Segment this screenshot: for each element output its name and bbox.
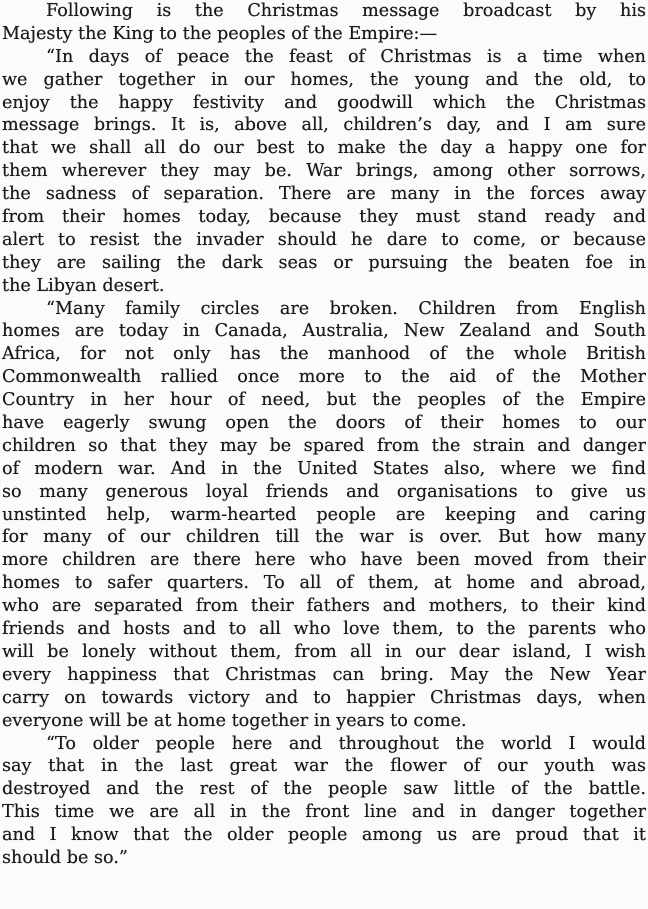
text-line: should be so.” [2, 847, 128, 868]
text-line: every happiness that Christmas can bring. May the New Year [2, 664, 646, 685]
text-line: who are separated from their fathers and mothers, to their kind [2, 596, 646, 617]
text-line: homes are today in Canada, Australia, New Zealand and South [2, 321, 646, 342]
text-line: alert to resist the invader should he dare to come, or because [2, 229, 646, 250]
text-line: will be lonely without them, from all in our dear island, I wish [2, 641, 646, 662]
message-paragraph-2 [2, 298, 646, 733]
text-line: Majesty the King to the peoples of the Empire:— [2, 23, 438, 44]
text-line: everyone will be at home together in years to come. [2, 710, 467, 731]
text-line: they are sailing the dark seas or pursuing the beaten foe in [2, 252, 646, 273]
text-line: This time we are all in the front line and in danger together [2, 802, 646, 823]
text-line: of modern war. And in the United States also, where we find [2, 458, 646, 479]
text-line: for many of our children till the war is over. But how many [2, 527, 646, 548]
text-line: unstinted help, warm-hearted people are keeping and caring [2, 504, 646, 525]
text-line: that we shall all do our best to make the day a happy one for [2, 138, 646, 159]
text-line: say that in the last great war the flower of our youth was [2, 756, 646, 777]
text-line: more children are there here who have been moved from their [2, 550, 646, 571]
text-line: Africa, for not only has the manhood of the whole British [2, 344, 646, 365]
text-line: enjoy the happy festivity and goodwill which the Christmas [2, 92, 646, 113]
text-line: Commonwealth rallied once more to the aid of the Mother [2, 367, 646, 388]
text-line: children so that they may be spared from the strain and danger [2, 435, 646, 456]
text-line: homes to safer quarters. To all of them, at home and abroad, [2, 573, 646, 594]
message-paragraph-3 [2, 733, 646, 870]
text-line: Following is the Christmas message broadcast by his [46, 1, 646, 21]
text-line: friends and hosts and to all who love them, to the parents who [2, 619, 646, 640]
text-line: we gather together in our homes, the young and the old, to [2, 69, 646, 90]
intro-paragraph [2, 0, 646, 46]
text-line: so many generous loyal friends and organisations to give us [2, 481, 646, 502]
message-paragraph-1 [2, 46, 646, 298]
text-line: destroyed and the rest of the people saw little of the battle. [2, 779, 646, 800]
text-line: “To older people here and throughout the world I would [46, 733, 646, 754]
text-line: them wherever they may be. War brings, among other sorrows, [2, 161, 646, 182]
text-line: the sadness of separation. There are many in the forces away [2, 184, 646, 205]
text-line: carry on towards victory and to happier Christmas days, when [2, 687, 646, 708]
text-line: from their homes today, because they must stand ready and [2, 207, 646, 228]
text-line: “Many family circles are broken. Children from English [46, 298, 646, 319]
text-line: the Libyan desert. [2, 275, 165, 296]
text-line: and I know that the older people among us are proud that it [2, 825, 646, 846]
text-line: message brings. It is, above all, children’s day, and I am sure [2, 115, 646, 136]
text-line: Country in her hour of need, but the peoples of the Empire [2, 390, 646, 411]
text-line: have eagerly swung open the doors of their homes to our [2, 413, 646, 434]
text-line: “In days of peace the feast of Christmas is a time when [46, 46, 646, 67]
article-column [2, 0, 646, 870]
